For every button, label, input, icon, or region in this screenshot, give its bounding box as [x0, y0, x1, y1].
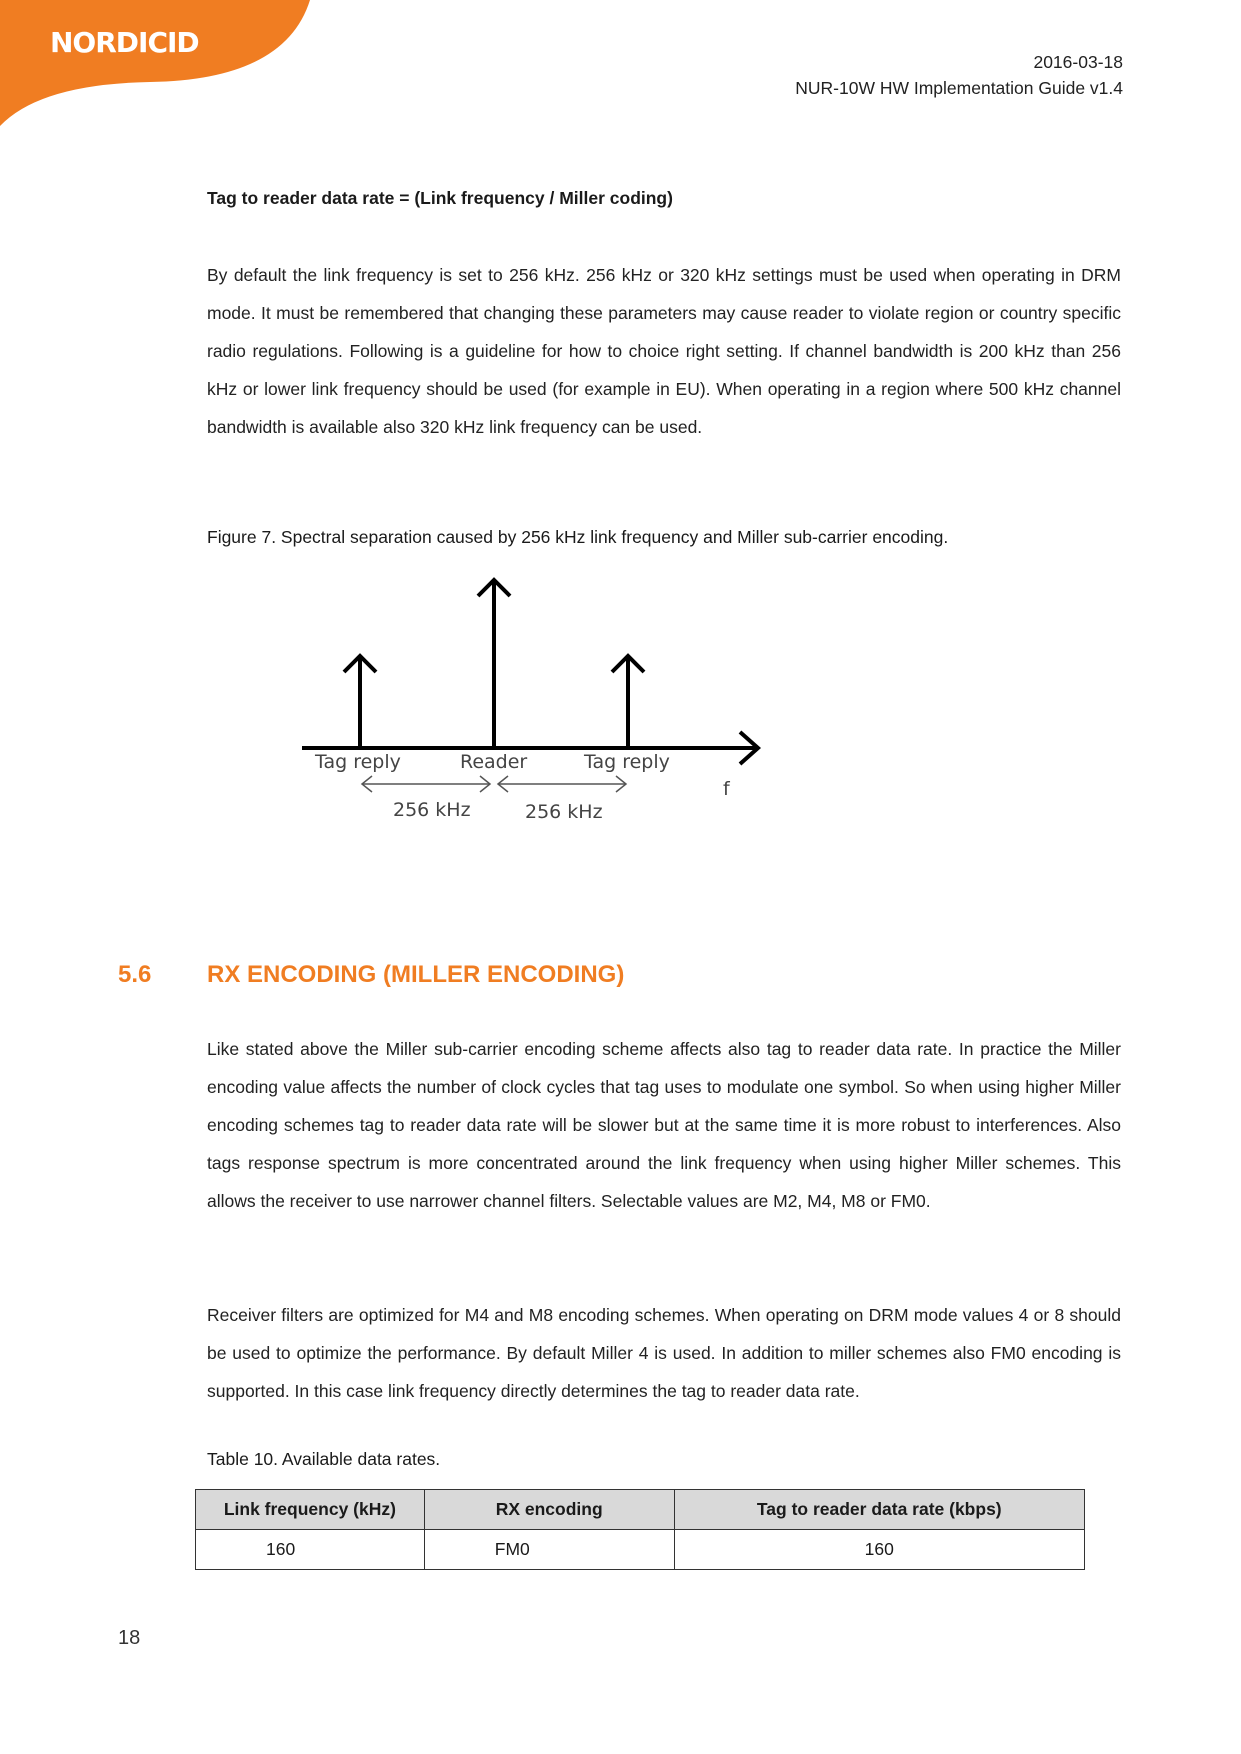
paragraph-miller-encoding: Like stated above the Miller sub-carrier encoding scheme affects also tag to reader data rate. In practice the Miller encoding value affects the number of clock cycles that tag uses to modulate one symbol. So when using higher Miller encoding schemes tag to reader data rate will be slower but at the same time it is more robust to interferences. Also tags response spectrum is more concentrated around the link frequency when using higher Miller schemes. This allows the receiver to use narrower channel filters. Selectable values are M2, M4, M8 or FM0.: [207, 1039, 1121, 1211]
table-header-row: [196, 1490, 1085, 1530]
table-cell: FM0: [424, 1530, 674, 1570]
table-cell: 160: [196, 1530, 425, 1570]
table-caption: Table 10. Available data rates.: [207, 1449, 441, 1469]
label-frequency-axis: f: [723, 778, 730, 800]
table-header-cell: RX encoding: [424, 1490, 674, 1530]
section-number: 5.6: [118, 961, 152, 988]
figure-caption: Figure 7. Spectral separation caused by 256 kHz link frequency and Miller sub-carrier encoding.: [207, 527, 949, 547]
header-date: 2016-03-18: [1033, 52, 1123, 72]
spectral-separation-figure: [300, 570, 770, 835]
label-tag-reply-left: Tag reply: [315, 751, 401, 773]
document-header: [795, 49, 1123, 101]
paragraph-link-frequency: By default the link frequency is set to 256 kHz. 256 kHz or 320 kHz settings must be used when operating in DRM mode. It must be remembered that changing these parameters may cause reader to violate region or country specific radio regulations. Following is a guideline for how to choice right setting. If channel bandwidth is 200 kHz than 256 kHz or lower link frequency should be used (for example in EU). When operating in a region where 500 kHz channel bandwidth is available also 320 kHz link frequency can be used.: [207, 265, 1121, 437]
page-number: 18: [118, 1627, 141, 1649]
section-title: RX ENCODING (MILLER ENCODING): [207, 961, 625, 988]
formula-line: Tag to reader data rate = (Link frequency / Miller coding): [207, 188, 673, 208]
table-row: [196, 1530, 1085, 1570]
label-spacing-right: 256 kHz: [525, 801, 603, 823]
table-cell: 160: [674, 1530, 1084, 1570]
header-doc-title: NUR-10W HW Implementation Guide v1.4: [795, 78, 1123, 98]
data-rates-table: [195, 1489, 1085, 1570]
figure-svg: [300, 570, 770, 835]
logo-text: NORDICID: [50, 26, 199, 59]
paragraph-receiver-filters: Receiver filters are optimized for M4 and M8 encoding schemes. When operating on DRM mode values 4 or 8 should be used to optimize the performance. By default Miller 4 is used. In addition to miller schemes also FM0 encoding is supported. In this case link frequency directly determines the tag to reader data rate.: [207, 1305, 1121, 1401]
table-header-cell: Tag to reader data rate (kbps): [674, 1490, 1084, 1530]
label-spacing-left: 256 kHz: [393, 799, 471, 821]
logo-background-shape: [0, 0, 320, 130]
label-reader: Reader: [460, 751, 528, 773]
label-tag-reply-right: Tag reply: [584, 751, 670, 773]
nordicid-logo: [0, 0, 320, 130]
table-header-cell: Link frequency (kHz): [196, 1490, 425, 1530]
